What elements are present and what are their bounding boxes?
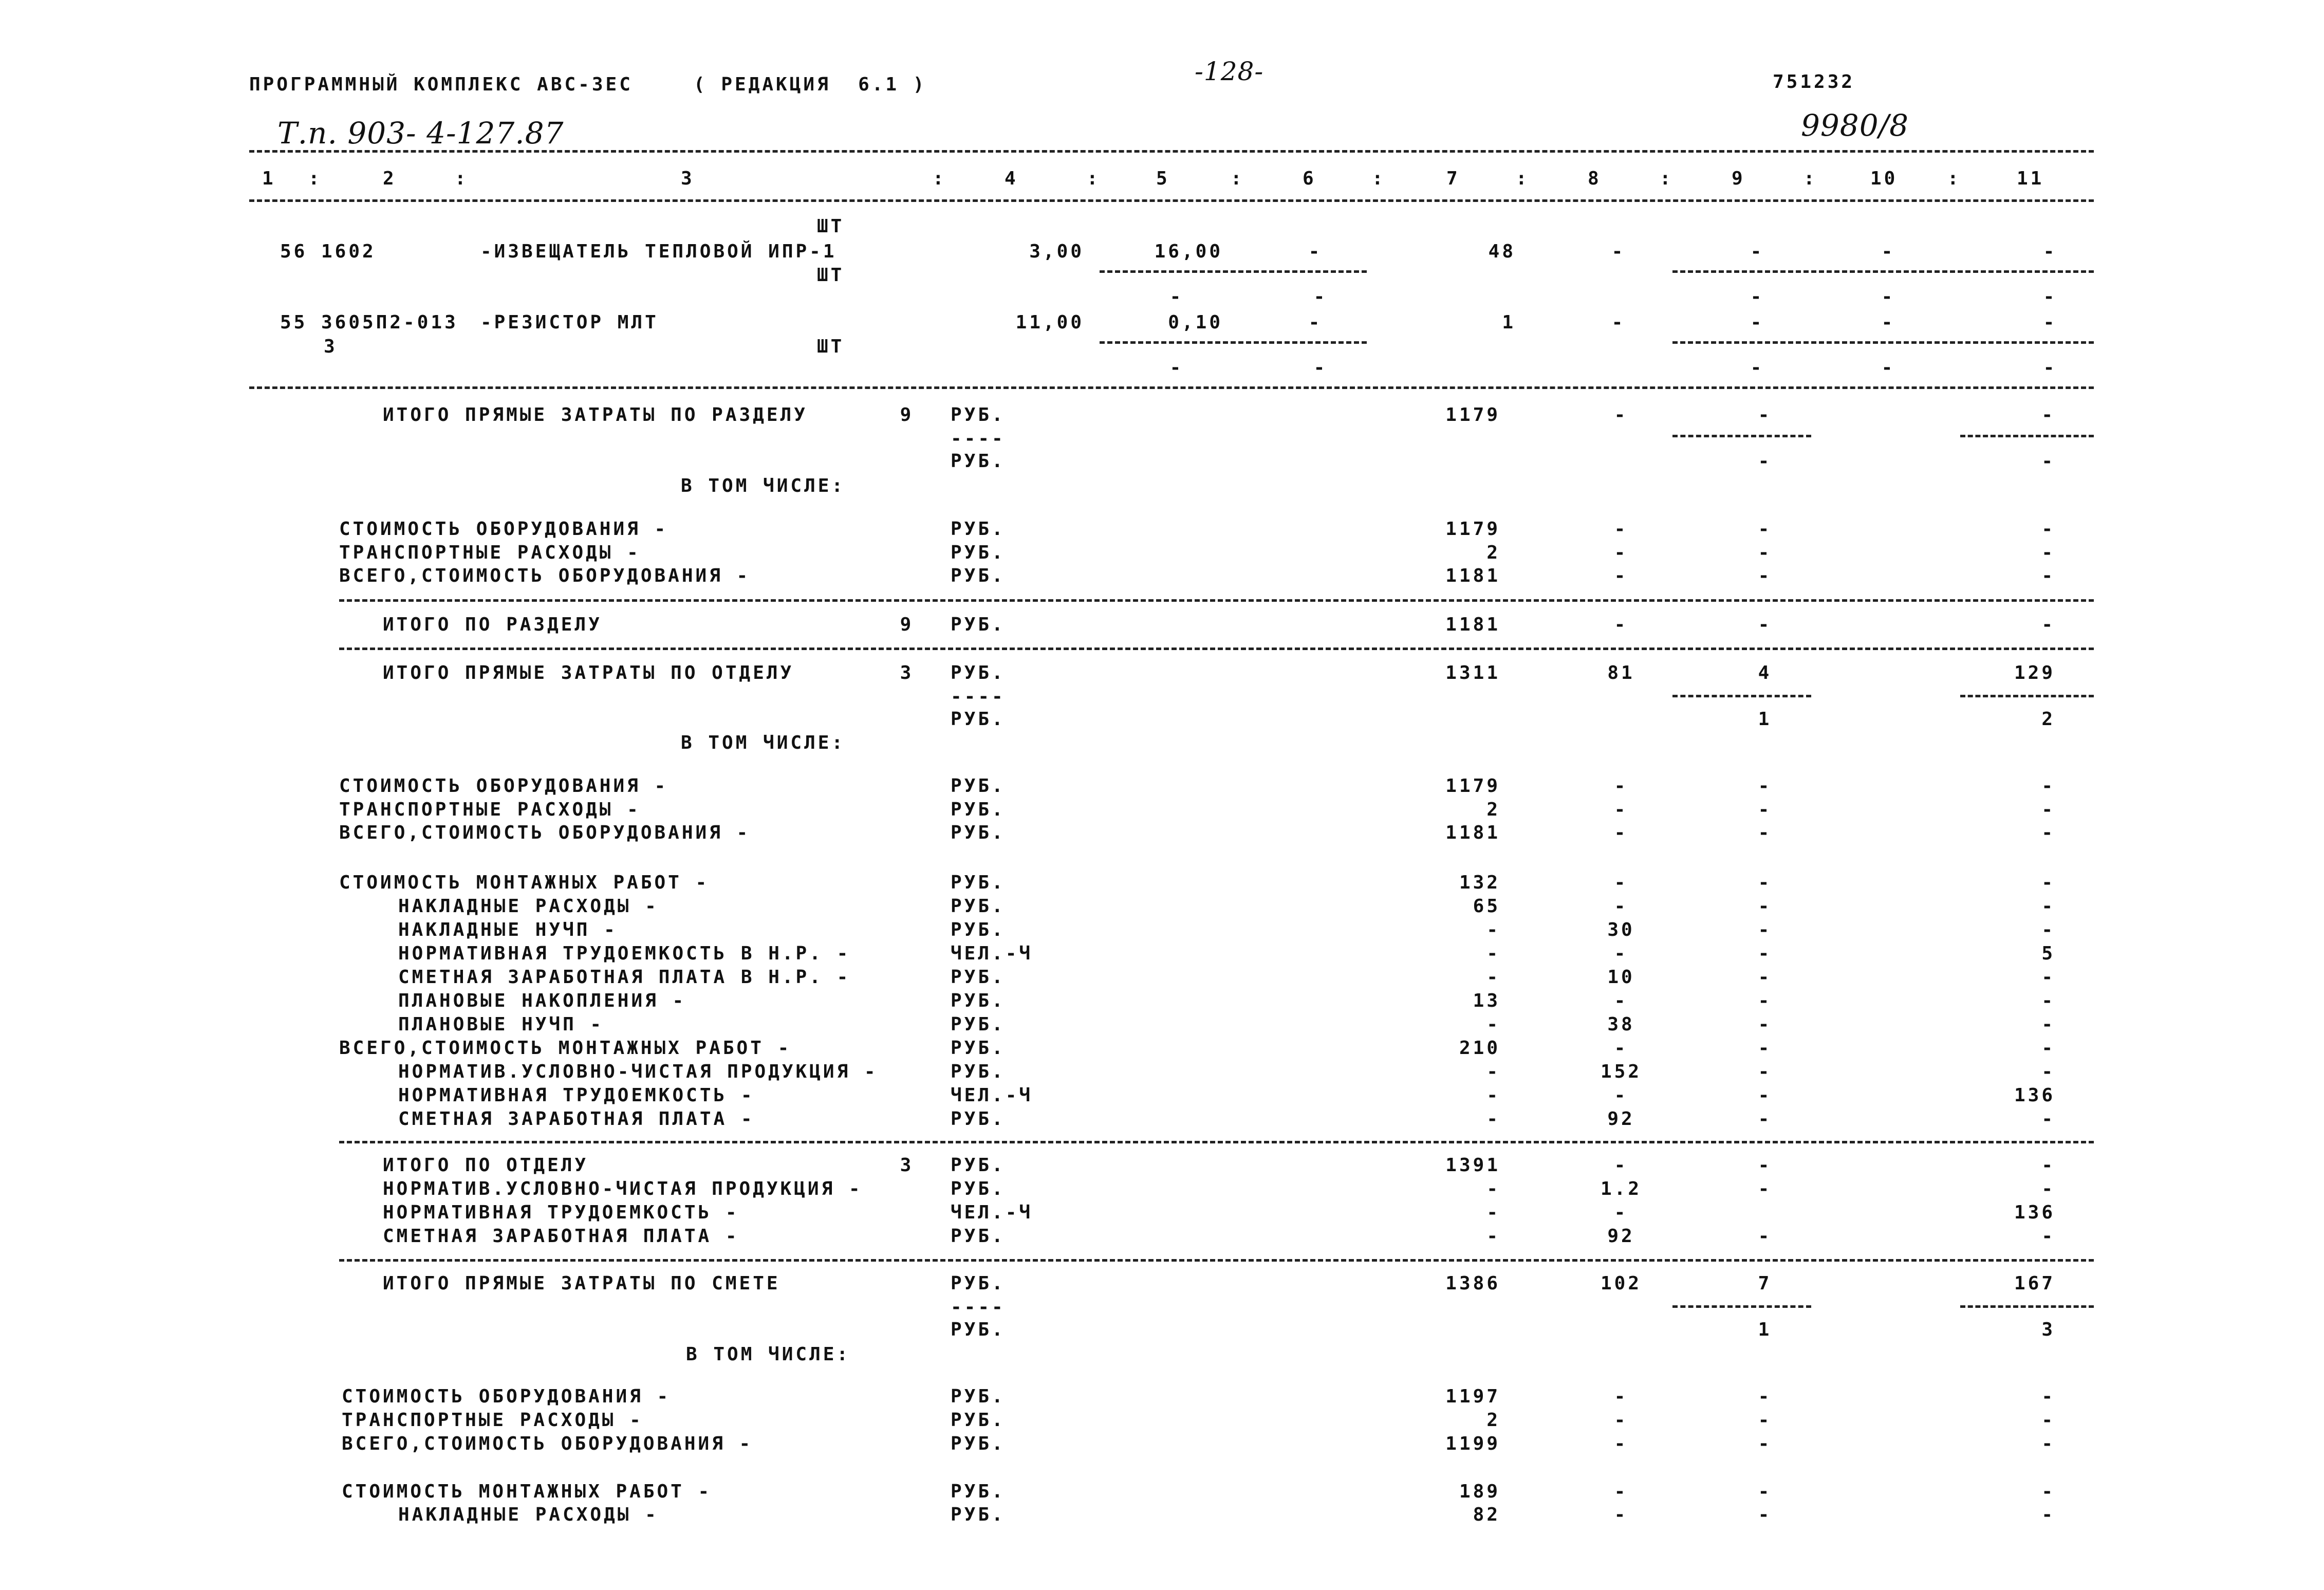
cell-7: - <box>1486 1178 1500 1199</box>
cell-11: 136 <box>2014 1085 2055 1106</box>
unit-cell: ---- <box>951 1297 1006 1318</box>
sub-cell-6: - <box>1313 286 1328 307</box>
quantity-cell: 3,00 <box>1029 241 1084 262</box>
unit-cell: ШТ <box>817 265 845 286</box>
cell-9: - <box>1758 967 1772 988</box>
cell-7: 1179 <box>1445 404 1500 426</box>
cell-8: - <box>1614 1410 1628 1431</box>
cell-9: - <box>1758 1178 1772 1199</box>
cell-9: 1 <box>1758 1319 1772 1340</box>
separator <box>1960 695 2094 697</box>
item-name: -РЕЗИСТОР МЛТ <box>480 312 659 333</box>
sub-cell-5: - <box>1169 357 1184 378</box>
sub-cell-5: - <box>1169 286 1184 307</box>
unit-cell: РУБ. <box>951 404 1006 426</box>
cell-7: - <box>1486 1202 1500 1223</box>
cell-9: - <box>1758 799 1772 820</box>
cell-11: - <box>2041 775 2055 797</box>
cell-9: - <box>1758 1504 1772 1525</box>
cell-9: - <box>1758 1410 1772 1431</box>
sub-cell-9: - <box>1750 357 1764 378</box>
cell-8: - <box>1614 1481 1628 1502</box>
unit-cell: ---- <box>951 428 1006 449</box>
cell-8: - <box>1614 822 1628 843</box>
cell-8: 92 <box>1607 1108 1635 1130</box>
cell-8: - <box>1614 1433 1628 1454</box>
cell-9: - <box>1758 1085 1772 1106</box>
row-label: СМЕТНАЯ ЗАРАБОТНАЯ ПЛАТА - <box>398 1108 755 1130</box>
cell-8: - <box>1614 990 1628 1011</box>
row-label: В ТОМ ЧИСЛЕ: <box>681 732 846 753</box>
unit-cell: ---- <box>951 686 1006 707</box>
cell-9: - <box>1758 565 1772 586</box>
cell-11: - <box>2041 451 2055 472</box>
unit-cell: РУБ. <box>951 799 1006 820</box>
cell-7: - <box>1486 1108 1500 1130</box>
handwritten-sheet-number: 9980/8 <box>1801 108 1909 143</box>
cell-8: - <box>1614 1038 1628 1059</box>
unit-cell: РУБ. <box>951 1433 1006 1454</box>
cell-7: 1197 <box>1445 1386 1500 1407</box>
cell-7: 1 <box>1502 312 1516 333</box>
unit-cell: РУБ. <box>951 1155 1006 1176</box>
cell-8: 38 <box>1607 1014 1635 1035</box>
cell-7: 13 <box>1473 990 1500 1011</box>
cell-7: 1386 <box>1445 1273 1500 1294</box>
section-number: 3 <box>900 1155 914 1176</box>
cell-7: - <box>1486 1061 1500 1082</box>
quantity-cell: 11,00 <box>1015 312 1084 333</box>
cell-10: - <box>1881 241 1895 262</box>
cell-11: - <box>2041 565 2055 586</box>
row-label: ИТОГО ПРЯМЫЕ ЗАТРАТЫ ПО СМЕТЕ <box>383 1273 780 1294</box>
cell-11: - <box>2041 1504 2055 1525</box>
cell-7: 2 <box>1486 1410 1500 1431</box>
row-label: СТОИМОСТЬ МОНТАЖНЫХ РАБОТ - <box>342 1481 712 1502</box>
cell-11: 5 <box>2041 943 2055 964</box>
cell-11: 129 <box>2014 662 2055 683</box>
cell-6: - <box>1308 312 1323 333</box>
separator <box>1672 341 2094 344</box>
cell-11: - <box>2041 1155 2055 1176</box>
cell-7: 1179 <box>1445 775 1500 797</box>
col-5: 5 <box>1156 168 1170 189</box>
cell-9: - <box>1750 312 1764 333</box>
cell-8: - <box>1614 896 1628 917</box>
unit-cell: РУБ. <box>951 1273 1006 1294</box>
position-number: 56 <box>280 241 308 262</box>
col-2: 2 <box>383 168 397 189</box>
col-8: 8 <box>1588 168 1602 189</box>
cell-9: 7 <box>1758 1273 1772 1294</box>
item-name: -ИЗВЕЩАТЕЛЬ ТЕПЛОВОЙ ИПР-1 <box>480 241 837 262</box>
unit-cell: РУБ. <box>951 451 1006 472</box>
row-label: СМЕТНАЯ ЗАРАБОТНАЯ ПЛАТА В Н.Р. - <box>398 967 851 988</box>
cell-9: - <box>1758 1433 1772 1454</box>
cell-11: 3 <box>2041 1319 2055 1340</box>
row-label: В ТОМ ЧИСЛЕ: <box>686 1344 851 1365</box>
cell-11: - <box>2041 1226 2055 1247</box>
unit-cell: РУБ. <box>951 1014 1006 1035</box>
cell-9: - <box>1758 614 1772 635</box>
cell-11: - <box>2041 1061 2055 1082</box>
unit-cell: РУБ. <box>951 1038 1006 1059</box>
row-label: ВСЕГО,СТОИМОСТЬ ОБОРУДОВАНИЯ - <box>342 1433 753 1454</box>
cell-11: - <box>2041 919 2055 940</box>
row-label: ВСЕГО,СТОИМОСТЬ ОБОРУДОВАНИЯ - <box>339 565 751 586</box>
cell-8: 92 <box>1607 1226 1635 1247</box>
separator <box>339 599 2094 602</box>
cell-9: 1 <box>1758 709 1772 730</box>
cell-9: - <box>1758 943 1772 964</box>
cell-11: - <box>2041 542 2055 563</box>
cell-8: - <box>1614 1504 1628 1525</box>
handwritten-project-number: Т.п. 903- 4-127.87 <box>277 116 564 151</box>
cell-7: 2 <box>1486 542 1500 563</box>
cell-11: - <box>2041 799 2055 820</box>
price-cell: 0,10 <box>1168 312 1223 333</box>
section-number: 3 <box>900 662 914 683</box>
cell-9: - <box>1758 1481 1772 1502</box>
sub-cell-11: - <box>2043 357 2057 378</box>
cell-8: 81 <box>1607 662 1635 683</box>
col-3: 3 <box>681 168 695 189</box>
row-label: СМЕТНАЯ ЗАРАБОТНАЯ ПЛАТА - <box>383 1226 739 1247</box>
unit-cell: РУБ. <box>951 872 1006 893</box>
price-cell: 16,00 <box>1154 241 1223 262</box>
row-label: ВСЕГО,СТОИМОСТЬ МОНТАЖНЫХ РАБОТ - <box>339 1038 792 1059</box>
cell-8: - <box>1614 542 1628 563</box>
cell-8: - <box>1611 312 1626 333</box>
cell-8: - <box>1614 799 1628 820</box>
row-label: В ТОМ ЧИСЛЕ: <box>681 475 846 496</box>
cell-8: 152 <box>1600 1061 1642 1082</box>
row-label: ИТОГО ПРЯМЫЕ ЗАТРАТЫ ПО РАЗДЕЛУ <box>383 404 808 426</box>
separator <box>339 1141 2094 1143</box>
cell-11: - <box>2041 1386 2055 1407</box>
unit-cell: РУБ. <box>951 1226 1006 1247</box>
cell-9: - <box>1758 1038 1772 1059</box>
separator <box>1672 270 2094 273</box>
col-11: 11 <box>2017 168 2044 189</box>
cell-8: 1.2 <box>1600 1178 1642 1199</box>
cell-8: - <box>1614 1155 1628 1176</box>
separator <box>1100 341 1367 344</box>
row-label: НАКЛАДНЫЕ РАСХОДЫ - <box>398 896 659 917</box>
cell-10: - <box>1881 312 1895 333</box>
cell-7: 1199 <box>1445 1433 1500 1454</box>
cell-9: - <box>1758 404 1772 426</box>
cell-7: 132 <box>1459 872 1500 893</box>
col-10: 10 <box>1870 168 1898 189</box>
cell-8: - <box>1614 519 1628 540</box>
item-code: 3605П2-013 <box>321 312 458 333</box>
cell-11: - <box>2041 990 2055 1011</box>
cell-8: - <box>1614 1202 1628 1223</box>
cell-9: - <box>1758 896 1772 917</box>
cell-8: - <box>1614 614 1628 635</box>
unit-cell: РУБ. <box>951 1481 1006 1502</box>
cell-9: - <box>1758 451 1772 472</box>
cell-7: 48 <box>1488 241 1516 262</box>
cell-11: - <box>2043 312 2057 333</box>
cell-9: - <box>1758 822 1772 843</box>
unit-cell: ШТ <box>817 336 845 357</box>
sub-cell-6: - <box>1313 357 1328 378</box>
cell-8: 102 <box>1600 1273 1642 1294</box>
unit-cell: РУБ. <box>951 967 1006 988</box>
cell-7: 1181 <box>1445 614 1500 635</box>
unit-cell: РУБ. <box>951 1108 1006 1130</box>
cell-7: 2 <box>1486 799 1500 820</box>
sub-cell-10: - <box>1881 286 1895 307</box>
row-label: НОРМАТИВ.УСЛОВНО-ЧИСТАЯ ПРОДУКЦИЯ - <box>383 1178 863 1199</box>
row-label: СТОИМОСТЬ ОБОРУДОВАНИЯ - <box>339 519 668 540</box>
cell-9: - <box>1758 1014 1772 1035</box>
unit-cell: ШТ <box>817 216 845 237</box>
cell-7: - <box>1486 1085 1500 1106</box>
col-4: 4 <box>1005 168 1018 189</box>
item-code-suffix: 3 <box>324 336 338 357</box>
cell-11: - <box>2041 404 2055 426</box>
separator <box>1672 1305 1811 1308</box>
position-number: 55 <box>280 312 308 333</box>
cell-8: 30 <box>1607 919 1635 940</box>
cell-8: - <box>1614 565 1628 586</box>
unit-cell: РУБ. <box>951 775 1006 797</box>
row-label: НОРМАТИВ.УСЛОВНО-ЧИСТАЯ ПРОДУКЦИЯ - <box>398 1061 878 1082</box>
cell-11: - <box>2041 967 2055 988</box>
separator <box>339 648 2094 650</box>
cell-11: 2 <box>2041 709 2055 730</box>
row-label: ТРАНСПОРТНЫЕ РАСХОДЫ - <box>339 542 641 563</box>
cell-11: - <box>2043 241 2057 262</box>
cell-11: - <box>2041 1178 2055 1199</box>
separator <box>339 1259 2094 1262</box>
cell-11: - <box>2041 872 2055 893</box>
unit-cell: РУБ. <box>951 990 1006 1011</box>
cell-9: - <box>1758 1108 1772 1130</box>
section-number: 9 <box>900 614 914 635</box>
row-label: НАКЛАДНЫЕ РАСХОДЫ - <box>398 1504 659 1525</box>
row-label: НОРМАТИВНАЯ ТРУДОЕМКОСТЬ - <box>398 1085 755 1106</box>
cell-9: - <box>1750 241 1764 262</box>
cell-7: 1181 <box>1445 565 1500 586</box>
col-1: 1 <box>262 168 276 189</box>
cell-11: - <box>2041 1410 2055 1431</box>
cell-7: 65 <box>1473 896 1500 917</box>
row-label: ИТОГО ПО ОТДЕЛУ <box>383 1155 589 1176</box>
row-label: ПЛАНОВЫЕ НУЧП - <box>398 1014 604 1035</box>
cell-11: - <box>2041 822 2055 843</box>
cell-9: - <box>1758 919 1772 940</box>
cell-11: - <box>2041 1038 2055 1059</box>
item-code: 1602 <box>321 241 376 262</box>
cell-8: - <box>1614 404 1628 426</box>
doc-code: 751232 <box>1773 71 1855 93</box>
separator <box>1672 435 1811 437</box>
cell-9: - <box>1758 1226 1772 1247</box>
cell-9: - <box>1758 990 1772 1011</box>
row-label: ТРАНСПОРТНЫЕ РАСХОДЫ - <box>339 799 641 820</box>
cell-7: 1391 <box>1445 1155 1500 1176</box>
unit-cell: РУБ. <box>951 822 1006 843</box>
cell-7: 1179 <box>1445 519 1500 540</box>
cell-7: - <box>1486 919 1500 940</box>
unit-cell: РУБ. <box>951 896 1006 917</box>
separator <box>249 150 2094 153</box>
sub-cell-10: - <box>1881 357 1895 378</box>
separator <box>1960 435 2094 437</box>
row-label: НАКЛАДНЫЕ НУЧП - <box>398 919 618 940</box>
unit-cell: РУБ. <box>951 565 1006 586</box>
unit-cell: РУБ. <box>951 1178 1006 1199</box>
cell-7: - <box>1486 1014 1500 1035</box>
cell-8: - <box>1614 943 1628 964</box>
row-label: СТОИМОСТЬ ОБОРУДОВАНИЯ - <box>342 1386 671 1407</box>
unit-cell: РУБ. <box>951 1061 1006 1082</box>
cell-8: - <box>1614 775 1628 797</box>
unit-cell: РУБ. <box>951 1319 1006 1340</box>
cell-9: - <box>1758 1061 1772 1082</box>
section-number: 9 <box>900 404 914 426</box>
cell-8: - <box>1614 1085 1628 1106</box>
unit-cell: РУБ. <box>951 1386 1006 1407</box>
cell-8: - <box>1611 241 1626 262</box>
sub-cell-9: - <box>1750 286 1764 307</box>
separator <box>249 199 2094 202</box>
unit-cell: ЧЕЛ.-Ч <box>951 1202 1033 1223</box>
cell-8: 10 <box>1607 967 1635 988</box>
cell-11: 167 <box>2014 1273 2055 1294</box>
cell-11: - <box>2041 1481 2055 1502</box>
unit-cell: РУБ. <box>951 519 1006 540</box>
cell-9: 4 <box>1758 662 1772 683</box>
cell-11: - <box>2041 1433 2055 1454</box>
cell-7: - <box>1486 967 1500 988</box>
cell-11: - <box>2041 519 2055 540</box>
cell-9: - <box>1758 775 1772 797</box>
row-label: СТОИМОСТЬ ОБОРУДОВАНИЯ - <box>339 775 668 797</box>
row-label: НОРМАТИВНАЯ ТРУДОЕМКОСТЬ В Н.Р. - <box>398 943 851 964</box>
cell-9: - <box>1758 1155 1772 1176</box>
row-label: ИТОГО ПО РАЗДЕЛУ <box>383 614 602 635</box>
cell-9: - <box>1758 542 1772 563</box>
sub-cell-11: - <box>2043 286 2057 307</box>
unit-cell: РУБ. <box>951 542 1006 563</box>
row-label: ВСЕГО,СТОИМОСТЬ ОБОРУДОВАНИЯ - <box>339 822 751 843</box>
cell-9: - <box>1758 519 1772 540</box>
program-title: ПРОГРАММНЫЙ КОМПЛЕКС АВС-ЗЕС <box>249 74 633 95</box>
unit-cell: РУБ. <box>951 1410 1006 1431</box>
cell-6: - <box>1308 241 1323 262</box>
row-label: ИТОГО ПРЯМЫЕ ЗАТРАТЫ ПО ОТДЕЛУ <box>383 662 794 683</box>
unit-cell: РУБ. <box>951 662 1006 683</box>
page-number: -128- <box>1195 57 1264 86</box>
unit-cell: РУБ. <box>951 919 1006 940</box>
scanned-page: ПРОГРАММНЫЙ КОМПЛЕКС АВС-ЗЕС ( РЕДАКЦИЯ 6.1 ) -128- 751232 Т.п. 903- 4-127.87 9980/8 1 : 2 : 3 : 4 : 5 : 6 : 7 : 8 : 9 : 10 : 11 ШТ 56 1602 -ИЗВЕЩАТЕЛЬ ТЕПЛОВОЙ ИПР-1 3,00 16,00 - 48 - - - - ШТ - - - - - 55 3605П2-013 -РЕЗИСТОР МЛТ 11,00 0,10 - 1 - - - - 3 ШТ - - - - - ИТОГО ПРЯМЫЕ ЗАТРАТЫ ПО РАЗДЕЛУ 9 РУБ. 1179 - - - ---- РУБ. - - В ТОМ ЧИСЛЕ: СТОИМОСТЬ ОБОРУДОВАНИЯ - РУБ. 1179 - - - ТРАНСПОРТНЫЕ РАСХОДЫ - РУБ. 2 - - - ВСЕГО,СТОИМОСТЬ ОБОРУДОВАНИЯ - РУБ. 1181 - - - ИТОГО ПО РАЗДЕЛУ 9 РУБ. 1181 - - - ИТОГО ПРЯМЫЕ ЗАТРАТЫ ПО ОТДЕЛУ 3 РУБ. 1311 81 4 129 ---- РУБ. 1 2 В ТОМ ЧИСЛЕ: СТОИМОСТЬ ОБОРУДОВАНИЯ - РУБ. 1179 - - - ТРАНСПОРТНЫЕ РАСХОДЫ - РУБ. 2 - - - ВСЕГО,СТОИМОСТЬ ОБОРУДОВАНИЯ - РУБ. 1181 - - - СТОИМОСТЬ МОНТАЖНЫХ РАБОТ - РУБ. 132 - - - НАКЛАДНЫЕ РАСХОДЫ - РУБ. 65 - - - НАКЛАДНЫЕ НУЧП - РУБ. - 30 - - НОРМАТИВНАЯ ТРУДОЕМКОСТЬ В Н.Р. - ЧЕЛ.-Ч - - - 5 СМЕТНАЯ ЗАРАБОТНАЯ ПЛАТА В Н.Р. - РУБ. - 10 - - ПЛАНОВЫЕ НАКОПЛЕНИЯ - РУБ. 13 - - - ПЛАНОВЫЕ НУЧП - РУБ. - 38 - - ВСЕГО,СТОИМОСТЬ МОНТАЖНЫХ РАБОТ - РУБ. 210 - - - НОРМАТИВ.УСЛОВНО-ЧИСТАЯ ПРОДУКЦИЯ - РУБ. - 152 - - НОРМАТИВНАЯ ТРУДОЕМКОСТЬ - ЧЕЛ.-Ч - - - 136 СМЕТНАЯ ЗАРАБОТНАЯ ПЛАТА - РУБ. - 92 - - ИТОГО ПО ОТДЕЛУ 3 РУБ. 1391 - - - НОРМАТИВ.УСЛОВНО-ЧИСТАЯ ПРОДУКЦИЯ - РУБ. - 1.2 - - НОРМАТИВНАЯ ТРУДОЕМКОСТЬ - ЧЕЛ.-Ч - - 136 СМЕТНАЯ ЗАРАБОТНАЯ ПЛАТА - РУБ. - 92 - - ИТОГО ПРЯМЫЕ ЗАТРАТЫ ПО СМЕТЕ РУБ. 1386 102 7 167 ---- РУБ. 1 3 В ТОМ ЧИСЛЕ: СТОИМОСТЬ ОБОРУДОВАНИЯ - РУБ. 1197 - - - ТРАНСПОРТНЫЕ РАСХОДЫ - РУБ. 2 - - - ВСЕГО,СТОИМОСТЬ ОБОРУДОВАНИЯ - РУБ. 1199 - - - СТОИМОСТЬ МОНТАЖНЫХ РАБОТ - РУБ. 189 - - - НАКЛАДНЫЕ РАСХОДЫ - РУБ. 82 - - - <box>0 0 2324 1590</box>
cell-8: - <box>1614 872 1628 893</box>
separator <box>1672 695 1811 697</box>
unit-cell: РУБ. <box>951 1504 1006 1525</box>
cell-7: - <box>1486 943 1500 964</box>
separator <box>249 386 2094 389</box>
cell-11: - <box>2041 1108 2055 1130</box>
cell-7: 82 <box>1473 1504 1500 1525</box>
row-label: НОРМАТИВНАЯ ТРУДОЕМКОСТЬ - <box>383 1202 739 1223</box>
cell-11: 136 <box>2014 1202 2055 1223</box>
cell-9: - <box>1758 872 1772 893</box>
cell-7: 189 <box>1459 1481 1500 1502</box>
separator <box>1960 1305 2094 1308</box>
unit-cell: ЧЕЛ.-Ч <box>951 1085 1033 1106</box>
unit-cell: ЧЕЛ.-Ч <box>951 943 1033 964</box>
cell-11: - <box>2041 614 2055 635</box>
col-6: 6 <box>1303 168 1316 189</box>
cell-8: - <box>1614 1386 1628 1407</box>
cell-7: 1181 <box>1445 822 1500 843</box>
cell-7: 1311 <box>1445 662 1500 683</box>
row-label: СТОИМОСТЬ МОНТАЖНЫХ РАБОТ - <box>339 872 710 893</box>
unit-cell: РУБ. <box>951 614 1006 635</box>
unit-cell: РУБ. <box>951 709 1006 730</box>
cell-11: - <box>2041 1014 2055 1035</box>
col-9: 9 <box>1732 168 1745 189</box>
cell-7: - <box>1486 1226 1500 1247</box>
cell-7: 210 <box>1459 1038 1500 1059</box>
row-label: ПЛАНОВЫЕ НАКОПЛЕНИЯ - <box>398 990 686 1011</box>
row-label: ТРАНСПОРТНЫЕ РАСХОДЫ - <box>342 1410 643 1431</box>
cell-11: - <box>2041 896 2055 917</box>
separator <box>1100 270 1367 273</box>
cell-9: - <box>1758 1386 1772 1407</box>
edition-label: ( РЕДАКЦИЯ 6.1 ) <box>694 74 927 95</box>
col-7: 7 <box>1446 168 1460 189</box>
